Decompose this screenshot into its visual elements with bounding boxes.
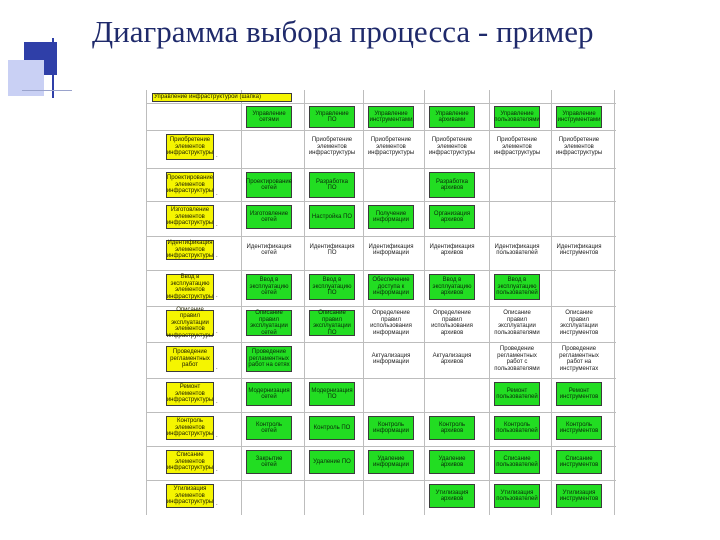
- process-box: Идентификация архивов: [429, 243, 475, 256]
- process-box: Описание правил эксплуатации пользователями: [494, 310, 540, 336]
- process-box: Удаление ПО: [309, 450, 355, 474]
- process-box: Модернизация сетей: [246, 382, 292, 406]
- process-box: Идентификация ПО: [309, 243, 355, 256]
- grid-hline: [146, 378, 616, 379]
- process-box: Приобретение элементов инфраструктуры: [555, 137, 603, 157]
- process-box: Ввод в эксплуатацию архивов: [429, 274, 475, 300]
- process-box: Описание правил эксплуатации сетей: [246, 310, 292, 336]
- row-label: Контроль элементов инфраструктуры: [166, 416, 214, 440]
- process-box: Приобретение элементов инфраструктуры: [308, 137, 356, 157]
- grid-hline: [146, 480, 616, 481]
- row-label: Ремонт элементов инфраструктуры: [166, 382, 214, 406]
- process-box: Приобретение элементов инфраструктуры: [493, 137, 541, 157]
- process-box: Контроль инструментов: [556, 416, 602, 440]
- grid-vline: [241, 90, 242, 515]
- process-box: Идентификация инструментов: [556, 243, 602, 256]
- process-box: Контроль информации: [368, 416, 414, 440]
- grid-vline: [146, 90, 147, 515]
- process-box: Идентификация пользователей: [494, 243, 540, 256]
- page-title: Диаграмма выбора процесса - пример: [92, 14, 594, 49]
- grid-hline: [146, 201, 616, 202]
- process-box: Проектирование сетей: [246, 172, 292, 198]
- grid-hline: [146, 270, 616, 271]
- row-marker: .: [216, 329, 218, 335]
- row-label: Изготовление элементов инфраструктуры: [166, 205, 214, 229]
- row-marker: .: [216, 501, 218, 507]
- process-box: Удаление архивов: [429, 450, 475, 474]
- process-box: Настройка ПО: [309, 205, 355, 229]
- grid-hline: [146, 236, 616, 237]
- grid-hline: [146, 342, 616, 343]
- row-label: Утилизация элементов инфраструктуры: [166, 484, 214, 508]
- process-box: Удаление информации: [368, 450, 414, 474]
- process-box: Разработка архивов: [429, 172, 475, 198]
- grid-hline: [146, 306, 616, 307]
- row-label: Описание правил эксплуатации элементов инфраструктуры: [166, 306, 214, 339]
- process-box: Актуализация информации: [371, 352, 411, 365]
- process-box: Ремонт пользователей: [494, 382, 540, 406]
- process-box: Контроль сетей: [246, 416, 292, 440]
- decor-line-vertical: [52, 38, 54, 98]
- process-box: Организация архивов: [429, 205, 475, 229]
- process-box: Приобретение элементов инфраструктуры: [428, 137, 476, 157]
- process-box: Списание инструментов: [556, 450, 602, 474]
- row-marker: .: [216, 153, 218, 159]
- process-box: Контроль ПО: [309, 416, 355, 440]
- row-label: Идентификация элементов инфраструктуры: [166, 240, 214, 260]
- process-box: Проведение регламентных работ на сетях: [246, 346, 292, 372]
- process-box: Актуализация архивов: [432, 352, 472, 365]
- process-box: Идентификация сетей: [246, 243, 292, 256]
- grid-hline: [146, 446, 616, 447]
- grid-vline: [614, 90, 615, 515]
- grid-hline: [146, 412, 616, 413]
- process-box: Утилизация архивов: [429, 484, 475, 508]
- process-box: Управление пользователями: [494, 106, 540, 128]
- grid-vline: [489, 90, 490, 515]
- row-label: Проектирование элементов инфраструктуры: [166, 172, 214, 198]
- row-marker: .: [216, 191, 218, 197]
- process-box: Ввод в эксплуатацию сетей: [246, 274, 292, 300]
- process-box: Утилизация пользователей: [494, 484, 540, 508]
- process-box: Идентификация информации: [368, 243, 414, 256]
- process-box: Модернизация ПО: [309, 382, 355, 406]
- row-marker: .: [216, 253, 218, 259]
- process-box: Описание правил эксплуатации инструментов: [559, 310, 599, 336]
- grid-hline: [146, 103, 616, 104]
- process-box: Получение информации: [368, 205, 414, 229]
- grid-hline: [146, 130, 616, 131]
- process-box: Списание пользователей: [494, 450, 540, 474]
- decor-line-horizontal: [22, 90, 72, 91]
- row-label: Ввод в эксплуатацию элементов инфраструктуры: [166, 274, 214, 300]
- grid-vline: [424, 90, 425, 515]
- process-box: Управление инструментами: [368, 106, 414, 128]
- row-marker: .: [216, 222, 218, 228]
- process-box: Разработка ПО: [309, 172, 355, 198]
- process-box: Закрытие сетей: [246, 450, 292, 474]
- process-box: Управление ПО: [309, 106, 355, 128]
- process-box: Управление сетями: [246, 106, 292, 128]
- row-marker: .: [216, 365, 218, 371]
- row-label: Приобретение элементов инфраструктуры: [166, 134, 214, 160]
- process-box: Ввод в эксплуатацию ПО: [309, 274, 355, 300]
- grid-hline: [146, 168, 616, 169]
- row-label: Списание элементов инфраструктуры: [166, 450, 214, 474]
- process-box: Ввод в эксплуатацию пользователей: [494, 274, 540, 300]
- process-box: Ремонт инструментов: [556, 382, 602, 406]
- process-box: Утилизация инструментов: [556, 484, 602, 508]
- process-diagram: [146, 90, 616, 515]
- row-marker: .: [216, 467, 218, 473]
- process-box: Управление инструментами: [556, 106, 602, 128]
- process-box: Проведение регламентных работ на инструментах: [559, 346, 599, 372]
- grid-vline: [304, 90, 305, 515]
- row-marker: .: [216, 293, 218, 299]
- process-box: Определение правил использования информации: [370, 310, 412, 336]
- diagram-header: Управление инфраструктурой (шапка): [152, 93, 292, 102]
- process-box: Контроль архивов: [429, 416, 475, 440]
- process-box: Проведение регламентных работ с пользователями: [494, 346, 540, 372]
- process-box: Управление архивами: [429, 106, 475, 128]
- row-marker: .: [216, 399, 218, 405]
- process-box: Контроль пользователей: [494, 416, 540, 440]
- row-marker: .: [216, 433, 218, 439]
- process-box: Описание правил эксплуатации ПО: [309, 310, 355, 336]
- row-label: Проведение регламентных работ: [166, 346, 214, 372]
- process-box: Обеспечение доступа к информации: [368, 274, 414, 300]
- grid-vline: [363, 90, 364, 515]
- process-box: Изготовление сетей: [246, 205, 292, 229]
- process-box: Определение правил использования архивов: [431, 310, 473, 336]
- grid-vline: [551, 90, 552, 515]
- process-box: Приобретение элементов инфраструктуры: [367, 137, 415, 157]
